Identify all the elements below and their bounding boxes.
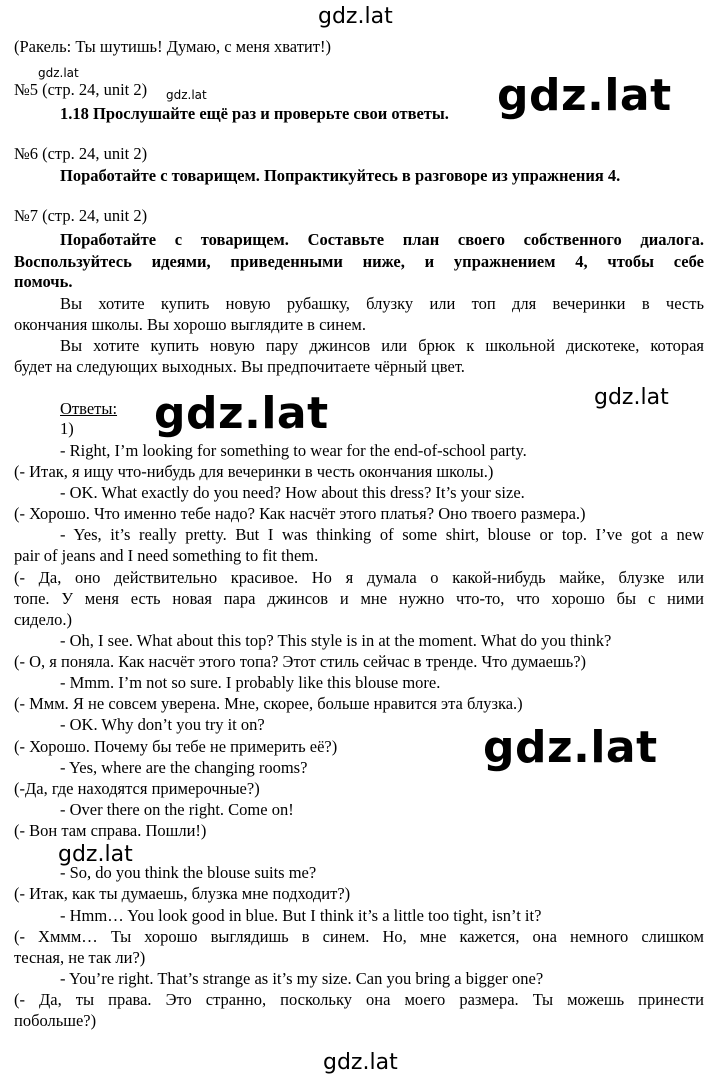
dialogue-line: (- Итак, я ищу что-нибудь для вечеринки в честь окончания школы.) [14,462,494,481]
ex7-paragraph-2-line-1: Вы хотите купить новую пару джинсов или брюк к школьной дискотеке, которая [60,336,704,355]
dialogue-line: (- Вон там справа. Пошли!) [14,821,207,840]
dialogue-line: (- Ммм. Я не совсем уверена. Мне, скорее, больше нравится эта блузка.) [14,694,523,713]
dialogue-line: тесная, не так ли?) [14,948,146,967]
ex7-instruction-line-2: Воспользуйтесь идеями, приведенными ниже, и упражнением 4, чтобы себе [14,252,704,271]
ex7-paragraph-1-line-1: Вы хотите купить новую рубашку, блузку или топ для вечеринки в честь [60,294,704,313]
dialogue-line: - Right, I’m looking for something to wear for the end-of-school party. [60,441,527,460]
answers-number: 1) [60,419,74,438]
dialogue-line: побольше?) [14,1011,97,1030]
ex7-instruction-line-3: помочь. [14,272,73,291]
ex7-paragraph-2-line-2: будет на следующих выходных. Вы предпочитаете чёрный цвет. [14,357,465,376]
watermark-top: gdz.lat [318,4,393,29]
dialogue-line: - So, do you think the blouse suits me? [60,863,317,882]
watermark-bottom: gdz.lat [323,1050,398,1075]
ex6-instruction: Поработайте с товарищем. Попрактикуйтесь в разговоре из упражнения 4. [60,166,621,185]
dialogue-line: - Yes, it’s really pretty. But I was thinking of some shirt, blouse or top. I’ve got a new [60,525,704,544]
dialogue-line: сидело.) [14,610,72,629]
dialogue-line: (- Да, оно действительно красивое. Но я думала о какой-нибудь майке, блузке или [14,568,704,587]
dialogue-line: (- Да, ты права. Это странно, поскольку она моего размера. Ты можешь принести [14,990,704,1009]
dialogue-line: - You’re right. That’s strange as it’s my size. Can you bring a bigger one? [60,969,544,988]
watermark-large-1: gdz.lat [497,70,672,121]
dialogue-line: - Over there on the right. Come on! [60,800,294,819]
watermark-right: gdz.lat [594,385,669,410]
dialogue-line: (- Хорошо. Что именно тебе надо? Как насчёт этого платья? Оно твоего размера.) [14,504,586,523]
ex7-instruction-line-1: Поработайте с товарищем. Составьте план своего собственного диалога. [60,230,704,249]
watermark-large-2: gdz.lat [154,388,329,439]
dialogue-line: (-Да, где находятся примерочные?) [14,779,260,798]
ex7-paragraph-1-line-2: окончания школы. Вы хорошо выглядите в синем. [14,315,366,334]
ex5-instruction: 1.18 Прослушайте ещё раз и проверьте свои ответы. [60,104,449,123]
dialogue-line: (- О, я поняла. Как насчёт этого топа? Этот стиль сейчас в тренде. Что думаешь?) [14,652,587,671]
watermark-small-2: gdz.lat [166,88,207,102]
dialogue-line: (- Итак, как ты думаешь, блузка мне подходит?) [14,884,351,903]
ex5-ref: №5 (стр. 24, unit 2) [14,80,148,99]
ex6-ref: №6 (стр. 24, unit 2) [14,144,148,163]
dialogue-line: - OK. Why don’t you try it on? [60,715,265,734]
watermark-large-3: gdz.lat [483,722,658,773]
dialogue-line: - Mmm. I’m not so sure. I probably like this blouse more. [60,673,441,692]
watermark-small-1: gdz.lat [38,66,79,80]
dialogue-line: - Yes, where are the changing rooms? [60,758,308,777]
dialogue-line: (- Хммм… Ты хорошо выглядишь в синем. Но, мне кажется, она немного слишком [14,927,704,946]
watermark-left: gdz.lat [58,842,133,867]
dialogue-line: - OK. What exactly do you need? How about this dress? It’s your size. [60,483,525,502]
dialogue-line: (- Хорошо. Почему бы тебе не примерить её?) [14,737,338,756]
dialogue-line: - Oh, I see. What about this top? This style is in at the moment. What do you think? [60,631,612,650]
dialogue-line: - Hmm… You look good in blue. But I think it’s a little too tight, isn’t it? [60,906,542,925]
header-note: (Ракель: Ты шутишь! Думаю, с меня хватит!) [14,37,331,56]
ex7-ref: №7 (стр. 24, unit 2) [14,206,148,225]
dialogue-line: pair of jeans and I need something to fit them. [14,546,319,565]
answers-label: Ответы: [60,399,118,418]
dialogue-line: топе. У меня есть новая пара джинсов и мне нужно что-то, что хорошо бы с ними [14,589,704,608]
